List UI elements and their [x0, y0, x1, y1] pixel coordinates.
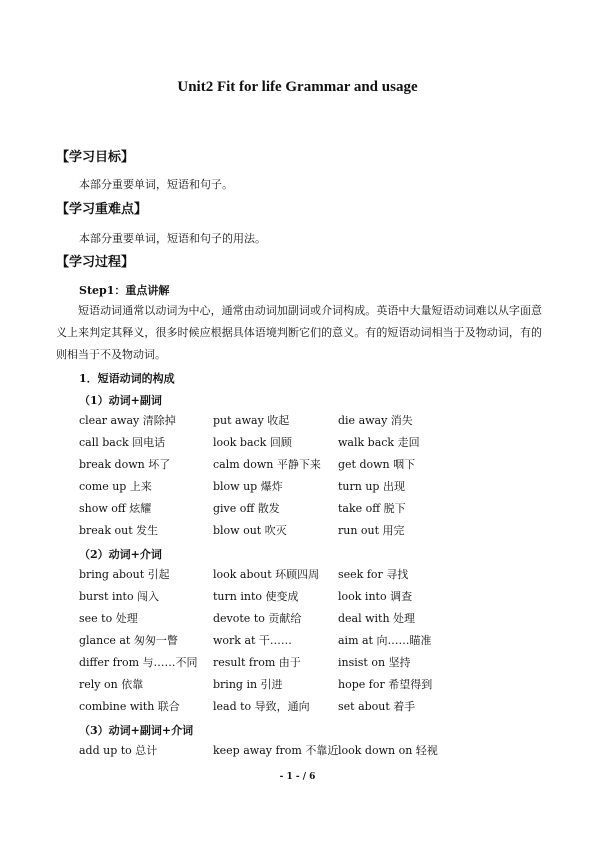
phrase-cell: clear away 清除掉: [79, 414, 176, 427]
phrase-cell: burst into 闯入: [79, 590, 160, 603]
table-row: [0, 434, 595, 456]
phrase-cell: give off 散发: [213, 502, 280, 515]
phrase-cell: walk back 走回: [338, 436, 420, 449]
page-number: - 1 - / 6: [279, 772, 316, 782]
phrase-cell: insist on 坚持: [338, 656, 411, 669]
group-label: （2）动词+介词: [79, 548, 162, 561]
table-row: [0, 676, 595, 698]
table-row: [0, 588, 595, 610]
table-row: [0, 654, 595, 676]
phrase-cell: lead to 导致，通向: [213, 700, 310, 713]
phrase-cell: turn into 使变成: [213, 590, 299, 603]
phrase-cell: keep away from 不靠近: [213, 744, 339, 757]
phrase-cell: take off 脱下: [338, 502, 406, 515]
phrase-cell: come up 上来: [79, 480, 152, 493]
table-row: [0, 478, 595, 500]
phrase-cell: put away 收起: [213, 414, 290, 427]
subheading-phrasal-verbs: 1．短语动词的构成: [79, 372, 175, 385]
phrase-cell: break down 坏了: [79, 458, 171, 471]
table-row: [0, 522, 595, 544]
phrase-cell: break out 发生: [79, 524, 159, 537]
page-title: Unit2 Fit for life Grammar and usage: [177, 79, 418, 95]
phrase-cell: hope for 希望得到: [338, 678, 433, 691]
phrase-cell: see to 处理: [79, 612, 138, 625]
phrase-cell: turn up 出现: [338, 480, 405, 493]
step1-label: Step1：重点讲解: [79, 284, 170, 297]
phrase-cell: show off 炫耀: [79, 502, 152, 515]
phrase-cell: blow up 爆炸: [213, 480, 283, 493]
phrase-cell: devote to 贡献给: [213, 612, 302, 625]
phrase-cell: aim at 向……瞄准: [338, 634, 432, 647]
phrase-cell: rely on 依靠: [79, 678, 144, 691]
table-row: [0, 698, 595, 720]
process-heading: 【学习过程】: [56, 255, 135, 270]
phrase-cell: combine with 联合: [79, 700, 180, 713]
phrase-cell: run out 用完: [338, 524, 405, 537]
phrase-cell: get down 咽下: [338, 458, 416, 471]
key-text: 本部分重要单词，短语和句子的用法。: [79, 232, 266, 245]
goal-text: 本部分重要单词，短语和句子。: [79, 178, 233, 191]
group-label: （1）动词+副词: [79, 394, 162, 407]
phrase-cell: look back 回顾: [213, 436, 292, 449]
phrase-cell: call back 回电话: [79, 436, 166, 449]
key-heading: 【学习重难点】: [56, 202, 148, 217]
phrase-cell: blow out 吹灭: [213, 524, 287, 537]
step1-paragraph: 短语动词通常以动词为中心，通常由动词加副词或介词构成。英语中大量短语动词难以从字面意义上来判定其释义，很多时候应根据具体语境判断它们的意义。有的短语动词相当于及物动词，有的则相当于不及物动词。: [56, 304, 542, 361]
phrase-cell: calm down 平静下来: [213, 458, 321, 471]
phrase-cell: result from 由于: [213, 656, 301, 669]
table-row: [0, 632, 595, 654]
phrase-cell: look down on 轻视: [338, 744, 438, 757]
phrase-cell: glance at 匆匆一瞥: [79, 634, 178, 647]
phrase-cell: bring about 引起: [79, 568, 170, 581]
phrase-cell: work at 干……: [213, 634, 292, 647]
phrase-cell: add up to 总计: [79, 744, 158, 757]
group-label: （3）动词+副词+介词: [79, 724, 194, 737]
table-row: [0, 412, 595, 434]
table-row: [0, 566, 595, 588]
phrase-cell: look into 调查: [338, 590, 413, 603]
table-row: [0, 500, 595, 522]
phrase-cell: seek for 寻找: [338, 568, 409, 581]
phrase-cell: differ from 与……不同: [79, 656, 198, 669]
phrase-cell: set about 着手: [338, 700, 416, 713]
goal-heading: 【学习目标】: [56, 150, 135, 165]
phrase-cell: bring in 引进: [213, 678, 283, 691]
table-row: [0, 456, 595, 478]
phrase-cell: deal with 处理: [338, 612, 416, 625]
table-row: [0, 610, 595, 632]
phrase-cell: look about 环顾四周: [213, 568, 320, 581]
table-row: [0, 742, 595, 764]
phrase-cell: die away 消失: [338, 414, 413, 427]
